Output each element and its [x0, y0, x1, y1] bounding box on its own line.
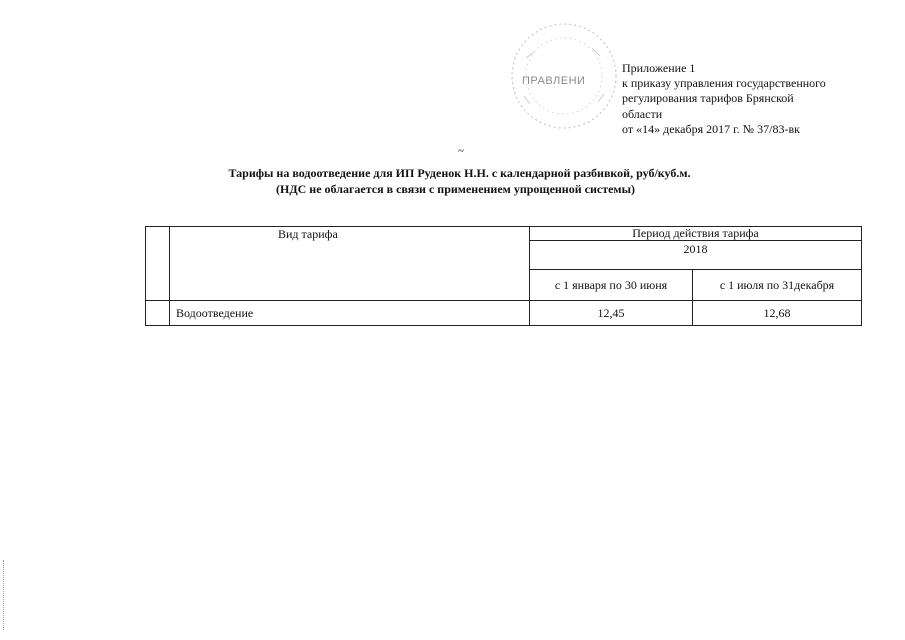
- row-number-header: [146, 227, 170, 301]
- scan-edge-mark: [3, 560, 6, 630]
- tariff-value-period-1: 12,45: [530, 301, 693, 326]
- period-1-header: с 1 января по 30 июня: [530, 270, 693, 301]
- tariff-value-period-2: 12,68: [693, 301, 862, 326]
- appendix-line: от «14» декабря 2017 г. № 37/83-вк: [622, 121, 800, 136]
- document-title: Тарифы на водоотведение для ИП Руденок Н.Н. с календарной разбивкой, руб/куб.м.: [228, 166, 691, 180]
- tariff-type-cell: Водоотведение: [170, 301, 530, 326]
- document-subtitle: (НДС не облагается в связи с применением упрощенной системы): [276, 182, 635, 196]
- tariff-type-header: Вид тарифа: [170, 227, 530, 301]
- row-number-cell: [146, 301, 170, 326]
- period-2-header: с 1 июля по 31декабря: [693, 270, 862, 301]
- table-header-row: [146, 227, 862, 241]
- stray-mark: ~: [458, 145, 464, 157]
- tariff-table: [145, 226, 862, 326]
- appendix-block: [622, 61, 826, 137]
- year-header: 2018: [530, 241, 862, 270]
- table-row: [146, 301, 862, 326]
- appendix-line: к приказу управления государственного: [622, 76, 826, 91]
- seal-stamp-icon: [506, 18, 624, 136]
- period-header: Период действия тарифа: [530, 227, 862, 241]
- stamp-text: ПРАВЛЕНИ: [522, 75, 586, 87]
- appendix-line: Приложение 1: [622, 61, 696, 75]
- appendix-line: регулирования тарифов Брянской: [622, 91, 794, 106]
- appendix-line: области: [622, 106, 663, 121]
